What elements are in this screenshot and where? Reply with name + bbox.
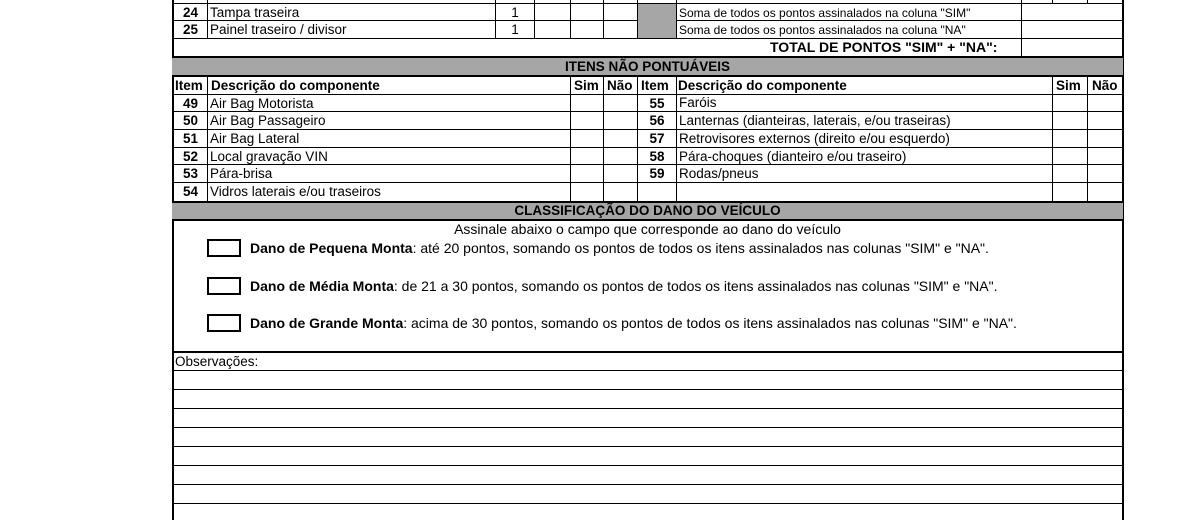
item-description: Painel traseiro / divisor bbox=[210, 22, 347, 37]
col-divider bbox=[207, 0, 208, 38]
col-divider bbox=[603, 77, 604, 201]
classification-instruction: Assinale abaixo o campo que corresponde ao dano do veículo bbox=[454, 221, 841, 237]
item-description: Local gravação VIN bbox=[210, 149, 328, 164]
observation-line[interactable] bbox=[172, 370, 1123, 371]
col-header-nao: Não bbox=[607, 78, 633, 93]
damage-medium-text: : de 21 a 30 pontos, somando os pontos de todos os itens assinalados nas colunas "SIM" e "NA". bbox=[393, 278, 998, 294]
gray-shaded-cell bbox=[638, 4, 676, 38]
item-number: 53 bbox=[182, 166, 199, 181]
observation-line[interactable] bbox=[172, 484, 1123, 485]
sum-na-label: Soma de todos os pontos assinalados na coluna "NA" bbox=[679, 23, 966, 37]
col-divider bbox=[1052, 0, 1053, 3]
col-divider bbox=[534, 0, 535, 38]
damage-medium-checkbox[interactable] bbox=[207, 277, 241, 295]
item-description: Rodas/pneus bbox=[679, 166, 759, 181]
item-number: 57 bbox=[649, 131, 665, 146]
item-description: Vidros laterais e/ou traseiros bbox=[210, 184, 381, 199]
item-description: Pára-choques (dianteiro e/ou traseiro) bbox=[679, 149, 907, 164]
col-divider bbox=[1087, 0, 1088, 3]
frame-left-border bbox=[172, 0, 174, 520]
item-number: 59 bbox=[649, 166, 665, 181]
col-header-sim: Sim bbox=[574, 78, 599, 93]
item-description: Tampa traseira bbox=[210, 5, 300, 20]
observations-top-border bbox=[172, 351, 1123, 353]
damage-small-label: Dano de Pequena Monta bbox=[250, 240, 413, 256]
frame-right-border bbox=[1122, 0, 1124, 520]
item-description: Air Bag Passageiro bbox=[210, 113, 326, 128]
col-header-item: Item bbox=[641, 78, 669, 93]
col-header-description: Descrição do componente bbox=[678, 78, 847, 93]
item-description: Pára-brisa bbox=[210, 166, 273, 181]
observation-line[interactable] bbox=[172, 427, 1123, 428]
item-number: 54 bbox=[182, 184, 199, 199]
col-divider bbox=[676, 0, 677, 38]
damage-medium-label: Dano de Média Monta bbox=[250, 278, 394, 294]
col-header-item: Item bbox=[175, 78, 203, 93]
damage-large-option bbox=[250, 315, 1017, 331]
item-description: Air Bag Lateral bbox=[210, 131, 300, 146]
col-divider bbox=[570, 77, 571, 201]
item-number: 55 bbox=[649, 96, 665, 111]
item-points: 1 bbox=[511, 5, 519, 20]
item-number: 25 bbox=[182, 22, 199, 37]
observation-line[interactable] bbox=[172, 503, 1123, 504]
sum-sim-label: Soma de todos os pontos assinalados na coluna "SIM" bbox=[679, 6, 971, 20]
item-number: 52 bbox=[182, 149, 199, 164]
item-description: Retrovisores externos (direito e/ou esquerdo) bbox=[679, 131, 950, 146]
col-divider bbox=[603, 0, 604, 38]
col-header-sim: Sim bbox=[1056, 78, 1081, 93]
item-description: Lanternas (dianteiras, laterais, e/ou traseiras) bbox=[679, 113, 951, 128]
observations-label: Observações: bbox=[175, 354, 259, 369]
col-divider bbox=[676, 77, 677, 201]
total-points-label: TOTAL DE PONTOS "SIM" + "NA": bbox=[770, 39, 998, 55]
col-divider bbox=[1087, 77, 1088, 201]
damage-small-option bbox=[250, 240, 989, 256]
item-description: Faróis bbox=[679, 95, 717, 110]
item-points: 1 bbox=[511, 22, 519, 37]
col-header-description: Descrição do componente bbox=[211, 78, 380, 93]
col-divider bbox=[570, 0, 571, 38]
classification-section-header: CLASSIFICAÇÃO DO DANO DO VEÍCULO bbox=[172, 201, 1123, 221]
item-number: 24 bbox=[182, 5, 199, 20]
damage-small-text: : até 20 pontos, somando os pontos de todos os itens assinalados nas colunas "SIM" e "NA". bbox=[412, 240, 989, 256]
item-description: Air Bag Motorista bbox=[210, 96, 314, 111]
observation-line[interactable] bbox=[172, 408, 1123, 409]
item-number: 56 bbox=[649, 113, 665, 128]
observation-line[interactable] bbox=[172, 446, 1123, 447]
damage-large-label: Dano de Grande Monta bbox=[250, 315, 404, 331]
col-divider bbox=[1052, 77, 1053, 201]
col-divider bbox=[207, 77, 208, 201]
damage-large-text: : acima de 30 pontos, somando os pontos de todos os itens assinalados nas colunas "SIM" e "NA". bbox=[403, 315, 1017, 331]
col-divider bbox=[1021, 38, 1022, 56]
col-header-nao: Não bbox=[1092, 78, 1118, 93]
item-number: 50 bbox=[182, 113, 199, 128]
item-number: 49 bbox=[182, 96, 199, 111]
observation-line[interactable] bbox=[172, 389, 1123, 390]
item-number: 51 bbox=[182, 131, 199, 146]
damage-small-checkbox[interactable] bbox=[207, 239, 241, 257]
observation-line[interactable] bbox=[172, 465, 1123, 466]
item-number: 58 bbox=[649, 149, 665, 164]
damage-large-checkbox[interactable] bbox=[207, 314, 241, 332]
nonscoring-section-header: ITENS NÃO PONTUÁVEIS bbox=[172, 56, 1123, 77]
damage-medium-option bbox=[250, 278, 998, 294]
